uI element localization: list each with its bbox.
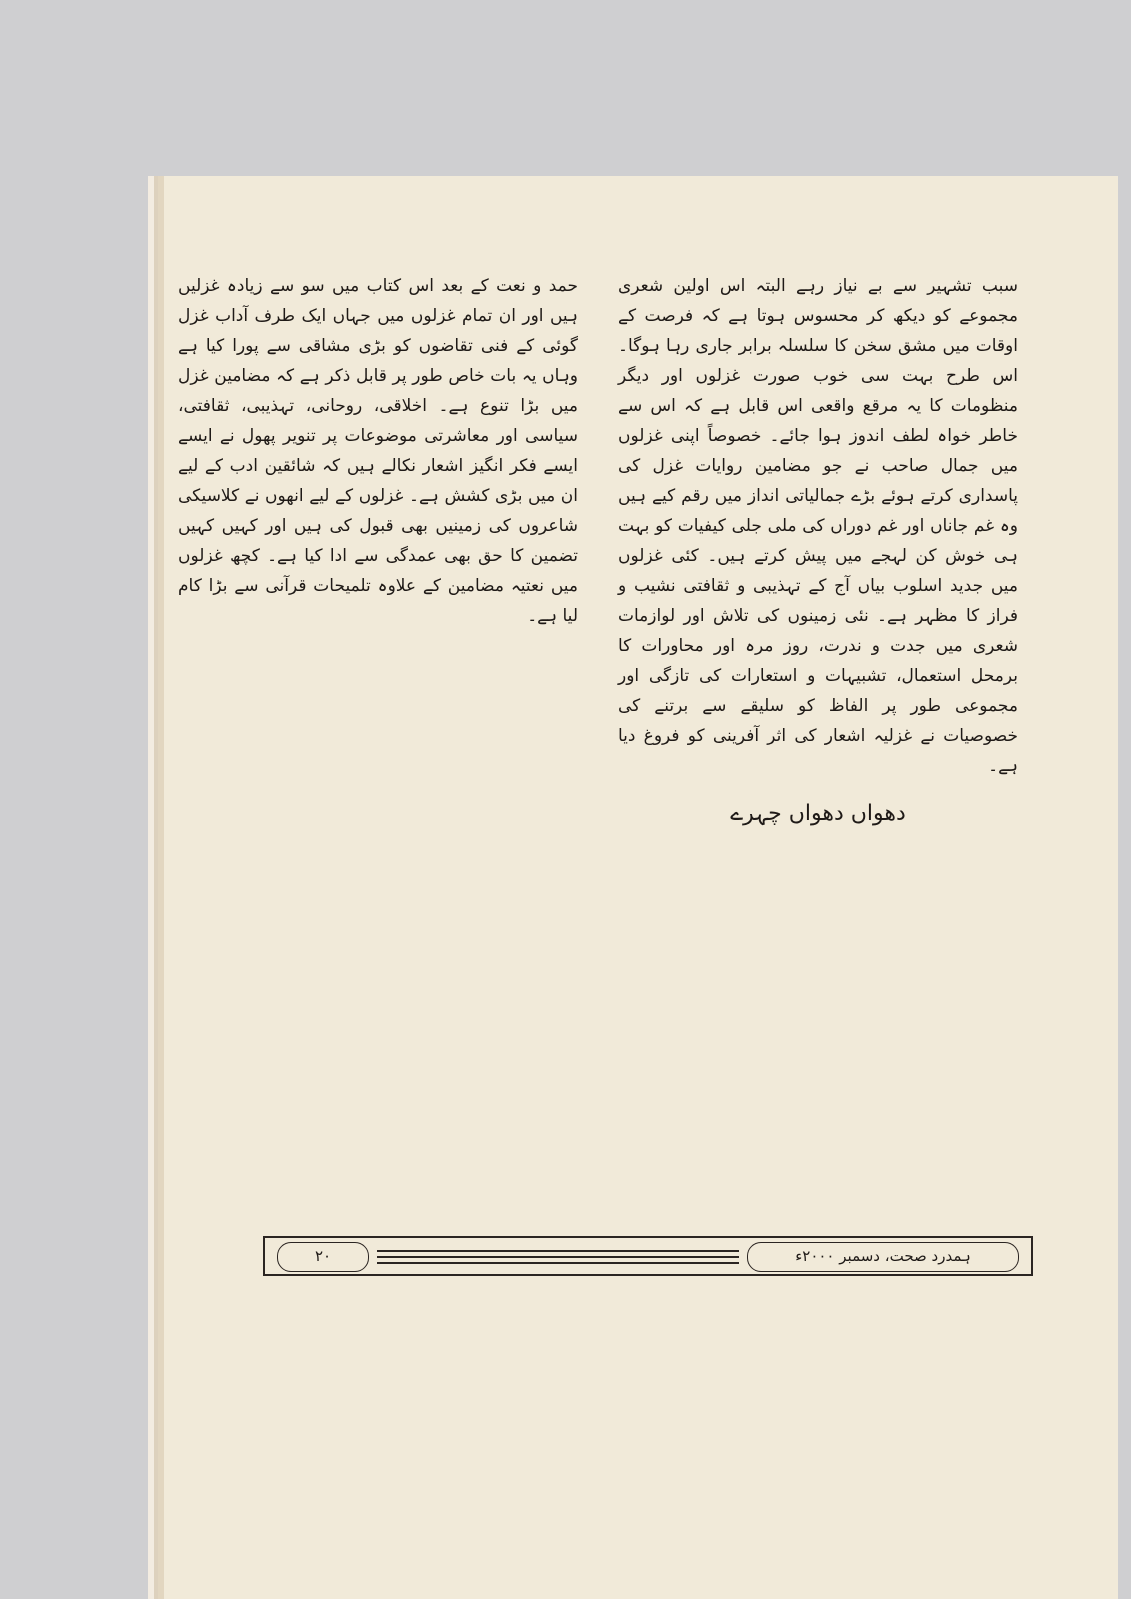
page-footer — [263, 1236, 1033, 1276]
page-number: ۲۰ — [277, 1242, 369, 1272]
footer-rule — [377, 1250, 739, 1252]
footer-rule — [377, 1262, 739, 1264]
right-paragraph-1: سبب تشہیر سے بے نیاز رہے البتہ اس اولین شعری مجموعے کو دیکھ کر محسوس ہوتا ہے کہ فرصت کے اوقات میں مشق سخن کا سلسلہ برابر جاری رہا ہوگا۔ اس طرح بہت سی خوب صورت غزلوں اور دیگر منظومات کا یہ مرقع واقعی اس قابل ہے کہ اس سے خاطر خواہ لطف اندوز ہوا جائے۔ خصوصاً اپنی غزلوں میں جمال صاحب نے جو مضامین روایات غزل کی پاسداری کرتے ہوئے بڑے جمالیاتی انداز میں رقم کیے ہیں وہ غم جاناں اور غم دوراں کی ملی جلی کیفیات کو بہت ہی خوش کن لہجے میں پیش کرتے ہیں۔ کئی غزلوں میں جدید اسلوب بیاں آج کے تہذیبی و ثقافتی نشیب و فراز کا مظہر ہے۔ نئی زمینوں کی تلاش اور لوازمات شعری میں جدت و ندرت، روز مرہ اور محاورات کا برمحل استعمال، تشبیہات و استعارات کی تازگی اور مجموعی طور پر الفاظ کو سلیقے سے برتنے کی خصوصیات نے غزلیہ اشعار کی اثر آفرینی کو فروغ دیا ہے۔ — [618, 276, 1018, 776]
magazine-page — [158, 176, 1118, 1599]
footer-rule — [377, 1256, 739, 1258]
magazine-masthead: ہمدرد صحت، دسمبر ۲۰۰۰ء — [747, 1242, 1019, 1272]
page-spine — [158, 176, 164, 1599]
right-column — [618, 271, 1018, 847]
book-title: دھواں دھواں چہرے — [730, 801, 906, 826]
left-column — [178, 271, 578, 639]
left-paragraph-3: حمد و نعت کے بعد اس کتاب میں سو سے زیادہ غزلیں ہیں اور ان تمام غزلوں میں جہاں ایک طرف آداب غزل گوئی کے فنی تقاضوں کو بڑی مشاقی سے پورا کیا ہے وہاں یہ بات خاص طور پر قابل ذکر ہے کہ مضامین غزل میں بڑا تنوع ہے۔ اخلاقی، روحانی، تہذیبی، ثقافتی، سیاسی اور معاشرتی موضوعات پر تنویر پھول نے ایسے ایسے فکر انگیز اشعار نکالے ہیں کہ شائقین ادب کے لیے ان میں بڑی کشش ہے۔ غزلوں کے لیے انھوں نے کلاسیکی شاعروں کی زمینیں بھی قبول کی ہیں اور کہیں کہیں تضمین کا حق بھی عمدگی سے ادا کیا ہے۔ کچھ غزلوں میں نعتیہ مضامین کے علاوہ تلمیحات قرآنی سے بڑا کام لیا ہے۔ — [178, 276, 578, 626]
